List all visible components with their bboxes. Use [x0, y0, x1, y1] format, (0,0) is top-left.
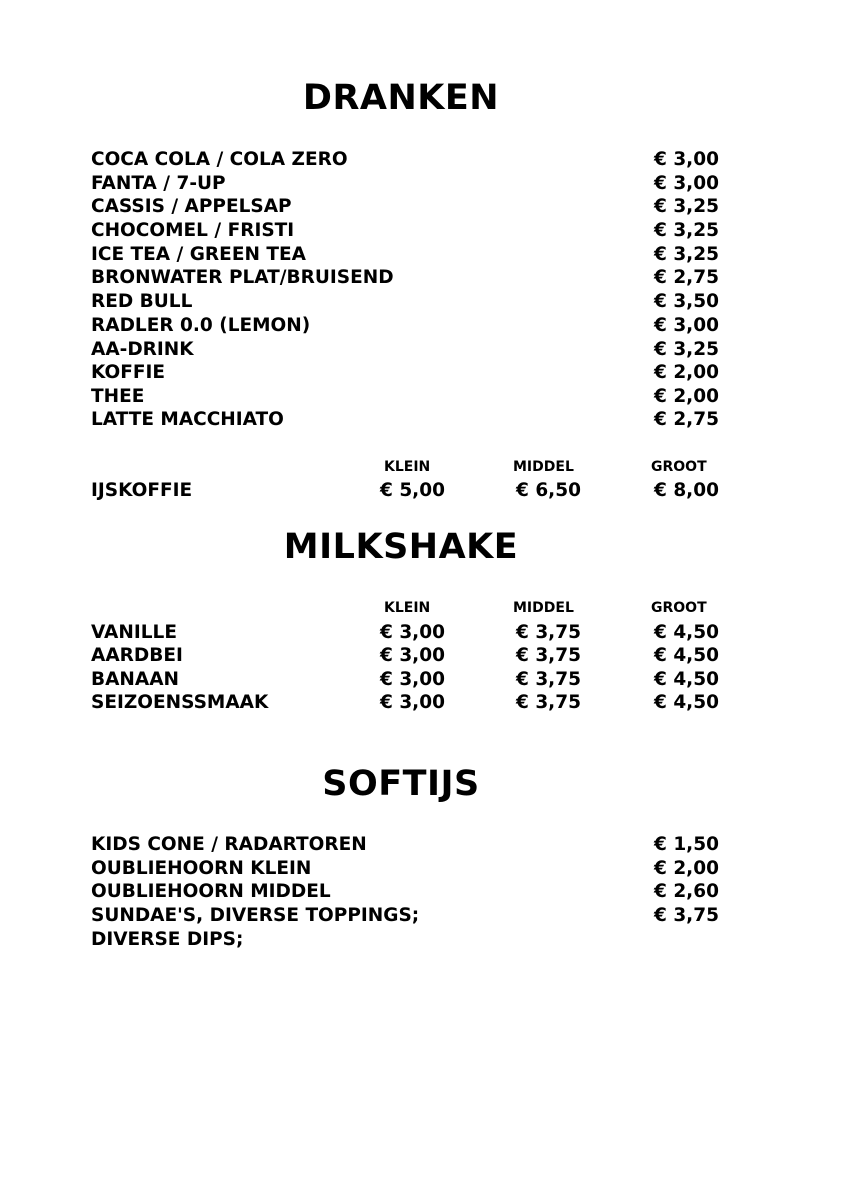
size-large-label: GROOT: [651, 600, 707, 616]
item-name: KIDS CONE / RADARTOREN: [91, 834, 367, 855]
list-item: [0, 148, 844, 172]
item-price: € 3,00: [654, 315, 719, 336]
list-item: [0, 644, 844, 668]
price-medium: € 3,75: [516, 669, 581, 690]
list-item: [0, 479, 844, 503]
item-name: RADLER 0.0 (LEMON): [91, 315, 311, 336]
list-item: [0, 338, 844, 362]
item-name: SEIZOENSSMAAK: [91, 692, 269, 713]
list-item: [0, 314, 844, 338]
item-price: € 2,00: [654, 362, 719, 383]
item-price: € 3,00: [654, 149, 719, 170]
item-name: CHOCOMEL / FRISTI: [91, 220, 295, 241]
list-item: [0, 243, 844, 267]
price-large: € 4,50: [654, 622, 719, 643]
item-price: € 2,75: [654, 267, 719, 288]
size-small-label: KLEIN: [384, 459, 431, 475]
item-name: VANILLE: [91, 622, 177, 643]
price-large: € 4,50: [654, 692, 719, 713]
size-medium-label: MIDDEL: [513, 600, 574, 616]
item-name: IJSKOFFIE: [91, 480, 193, 501]
item-price: € 3,25: [654, 196, 719, 217]
item-name: ICE TEA / GREEN TEA: [91, 244, 306, 265]
list-item: [0, 691, 844, 715]
list-item: [0, 361, 844, 385]
list-item: [0, 833, 844, 857]
item-price: € 3,00: [654, 173, 719, 194]
item-price: € 2,00: [654, 858, 719, 879]
price-small: € 3,00: [380, 645, 445, 666]
price-small: € 3,00: [380, 669, 445, 690]
price-medium: € 6,50: [516, 480, 581, 501]
item-name: DIVERSE DIPS;: [91, 929, 244, 950]
list-item: [0, 266, 844, 290]
item-name: BANAAN: [91, 669, 180, 690]
list-item: [0, 290, 844, 314]
softijs-title: SOFTIJS: [322, 764, 480, 804]
item-price: € 3,75: [654, 905, 719, 926]
list-item: [0, 621, 844, 645]
price-large: € 4,50: [654, 669, 719, 690]
dranken-title: DRANKEN: [302, 78, 500, 118]
item-name: KOFFIE: [91, 362, 166, 383]
size-large-label: GROOT: [651, 459, 707, 475]
item-name: FANTA / 7-UP: [91, 173, 226, 194]
item-price: € 3,50: [654, 291, 719, 312]
item-name: SUNDAE'S, DIVERSE TOPPINGS;: [91, 905, 420, 926]
price-small: € 5,00: [380, 480, 445, 501]
item-name: LATTE MACCHIATO: [91, 409, 284, 430]
price-large: € 8,00: [654, 480, 719, 501]
item-name: COCA COLA / COLA ZERO: [91, 149, 348, 170]
item-name: OUBLIEHOORN KLEIN: [91, 858, 312, 879]
item-name: BRONWATER PLAT/BRUISEND: [91, 267, 394, 288]
item-price: € 2,60: [654, 881, 719, 902]
price-small: € 3,00: [380, 692, 445, 713]
item-name: AARDBEI: [91, 645, 183, 666]
item-price: € 3,25: [654, 339, 719, 360]
milkshake-title: MILKSHAKE: [283, 527, 519, 567]
item-price: € 3,25: [654, 220, 719, 241]
list-item: [0, 172, 844, 196]
list-item: [0, 668, 844, 692]
size-header: [0, 455, 844, 479]
price-medium: € 3,75: [516, 692, 581, 713]
item-price: € 2,75: [654, 409, 719, 430]
price-medium: € 3,75: [516, 645, 581, 666]
list-item: [0, 880, 844, 904]
list-item: [0, 904, 844, 928]
size-medium-label: MIDDEL: [513, 459, 574, 475]
list-item: [0, 195, 844, 219]
price-large: € 4,50: [654, 645, 719, 666]
price-small: € 3,00: [380, 622, 445, 643]
item-price: € 2,00: [654, 386, 719, 407]
price-medium: € 3,75: [516, 622, 581, 643]
item-name: OUBLIEHOORN MIDDEL: [91, 881, 331, 902]
list-item: [0, 857, 844, 881]
item-price: € 1,50: [654, 834, 719, 855]
item-name: AA-DRINK: [91, 339, 194, 360]
list-item: [0, 385, 844, 409]
size-header: [0, 596, 844, 620]
item-name: CASSIS / APPELSAP: [91, 196, 292, 217]
item-name: THEE: [91, 386, 145, 407]
list-item: [0, 408, 844, 432]
item-price: € 3,25: [654, 244, 719, 265]
list-item: [0, 928, 844, 952]
list-item: [0, 219, 844, 243]
size-small-label: KLEIN: [384, 600, 431, 616]
item-name: RED BULL: [91, 291, 193, 312]
